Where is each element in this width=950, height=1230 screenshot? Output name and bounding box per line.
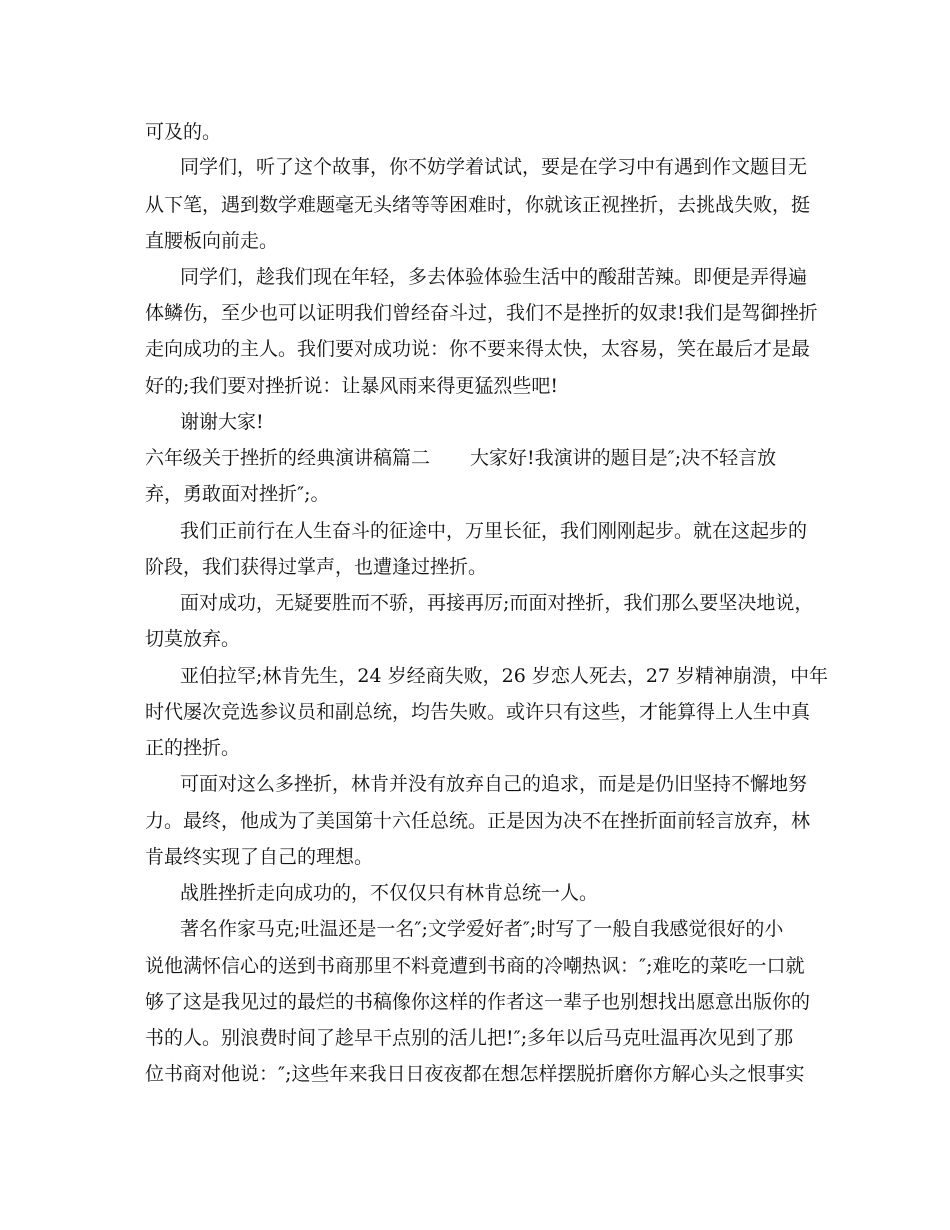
text-line: 阶段，我们获得过掌声，也遭逢过挫折。 <box>145 556 488 578</box>
paragraph-start: 我们正前行在人生奋斗的征途中，万里长征，我们刚刚起步。就在这起步的 <box>180 520 808 542</box>
text-line: 够了这是我见过的最烂的书稿像你这样的作者这一辈子也别想找出愿意出版你的 <box>145 991 811 1013</box>
text-line: 肯最终实现了自己的理想。 <box>145 846 374 868</box>
speech-opening: 大家好!我演讲的题目是″;决不轻言放 <box>470 447 777 469</box>
text-line: 直腰板向前走。 <box>145 230 279 252</box>
text-line: 力。最终，他成为了美国第十六任总统。正是因为决不在挫折面前轻言放弃，林 <box>145 810 811 832</box>
paragraph-start: 战胜挫折走向成功的，不仅仅只有林肯总统一人。 <box>180 882 599 904</box>
section-title: 六年级关于挫折的经典演讲稿篇二 <box>145 447 431 469</box>
paragraph-start: 著名作家马克;吐温还是一名″;文学爱好者″;时写了一般自我感觉很好的小 <box>180 918 784 940</box>
text-line: 说他满怀信心的送到书商那里不料竟遭到书商的冷嘲热讽：″;难吃的菜吃一口就 <box>145 955 805 977</box>
paragraph-start: 可面对这么多挫折，林肯并没有放弃自己的追求，而是是仍旧坚持不懈地努 <box>180 773 808 795</box>
text-line: 好的;我们要对挫折说：让暴风雨来得更猛烈些吧! <box>145 375 559 397</box>
paragraph-start: 谢谢大家! <box>180 411 264 433</box>
text-line: 可及的。 <box>145 121 222 143</box>
text-line: 正的挫折。 <box>145 737 241 759</box>
paragraph-start: 同学们，趁我们现在年轻，多去体验体验生活中的酸甜苦辣。即便是弄得遍 <box>180 266 808 288</box>
text-line: 从下笔，遇到数学难题毫无头绪等等困难时，你就该正视挫折，去挑战失败，挺 <box>145 194 811 216</box>
text-line: 位书商对他说：″;这些年来我日日夜夜都在想怎样摆脱折磨你方解心头之恨事实 <box>145 1063 805 1085</box>
text-line: 时代屡次竞选参议员和副总统，均告失败。或许只有这些，才能算得上人生中真 <box>145 701 811 723</box>
section-heading-line <box>145 446 776 470</box>
paragraph-start: 亚伯拉罕;林肯先生，24 岁经商失败，26 岁恋人死去，27 岁精神崩溃，中年 <box>180 665 829 687</box>
text-line: 弃，勇敢面对挫折″;。 <box>145 483 330 505</box>
paragraph-start: 面对成功，无疑要胜而不骄，再接再厉;而面对挫折，我们那么要坚决地说， <box>180 592 814 614</box>
paragraph-start: 同学们，听了这个故事，你不妨学着试试，要是在学习中有遇到作文题目无 <box>180 156 808 178</box>
text-line: 走向成功的主人。我们要对成功说：你不要来得太快，太容易，笑在最后才是最 <box>145 338 811 360</box>
text-line: 切莫放弃。 <box>145 628 241 650</box>
text-line: 体鳞伤，至少也可以证明我们曾经奋斗过，我们不是挫折的奴隶!我们是驾御挫折 <box>145 302 818 324</box>
text-line: 书的人。别浪费时间了趁早干点别的活儿把!″;多年以后马克吐温再次见到了那 <box>145 1027 794 1049</box>
